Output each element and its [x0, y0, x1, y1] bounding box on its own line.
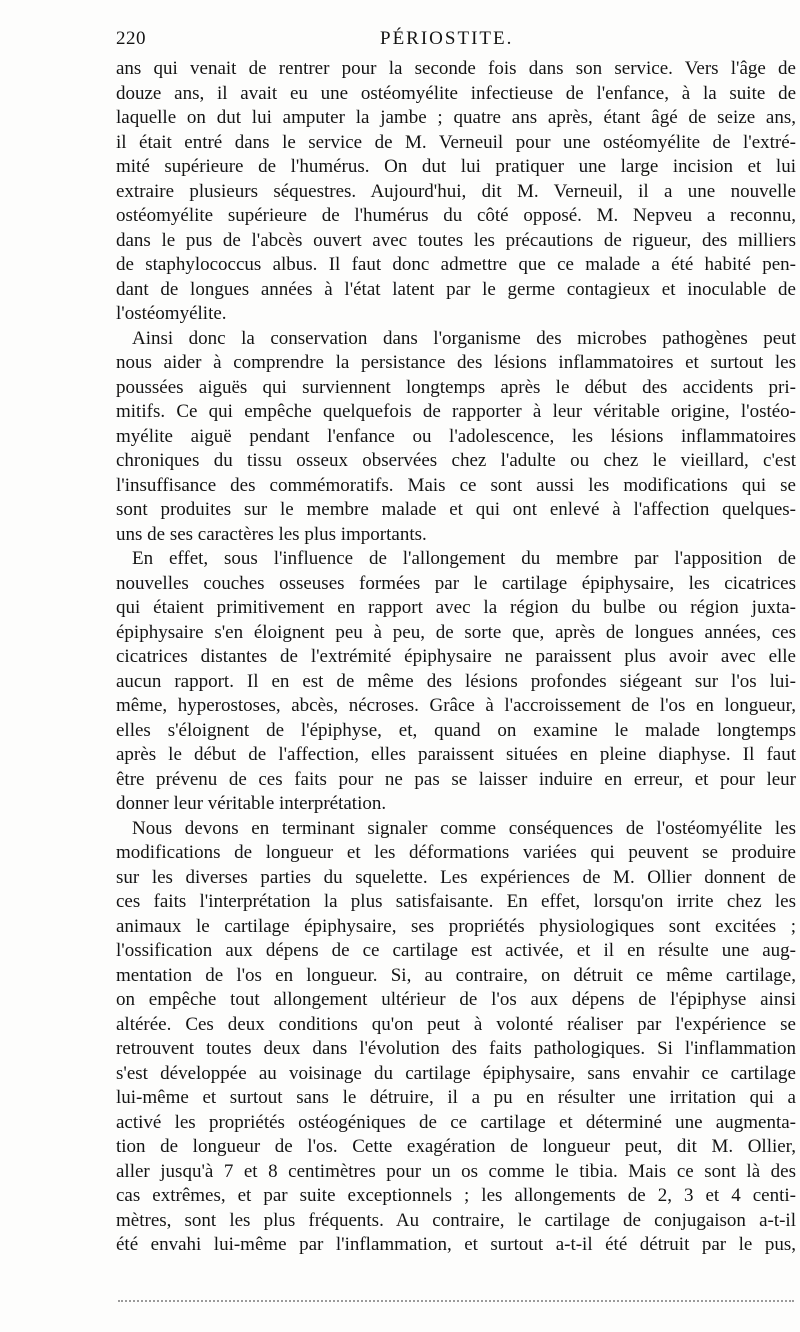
text-line: nous aider à comprendre la persistance des lésions inflammatoires et surtout les [116, 352, 796, 373]
text-line: sont produites sur le membre malade et qui ont enlevé à l'affection quelques- [116, 499, 796, 520]
text-line: l'insuffisance des commémoratifs. Mais ce sont aussi les modifications qui se [116, 474, 796, 496]
text-line: après le début de l'affection, elles paraissent situées en pleine diaphyse. Il faut [116, 744, 796, 765]
text-line: mitifs. Ce qui empêche quelquefois de rapporter à leur véritable origine, l'ostéo- [116, 401, 796, 422]
text-line: de staphylococcus albus. Il faut donc admettre que ce malade a été habité pen- [116, 254, 796, 275]
running-title: PÉRIOSTITE. [380, 28, 514, 49]
text-line: dans le pus de l'abcès ouvert avec toutes les précautions de rigueur, des milliers [116, 229, 796, 251]
paragraph-start-line: Nous devons en terminant signaler comme conséquences de l'ostéomyélite les [132, 817, 796, 839]
text-line: cicatrices distantes de l'extrémité épiphysaire ne paraissent plus avoir avec elle [116, 646, 796, 667]
text-line: épiphysaire s'en éloignent peu à peu, de sorte que, après de longues années, ces [116, 621, 796, 643]
text-line: cas extrêmes, et par suite exceptionnels ; les allongements de 2, 3 et 4 centi- [116, 1185, 796, 1206]
text-line: on empêche tout allongement ultérieur de l'os aux dépens de l'épiphyse ainsi [116, 989, 796, 1010]
page-number: 220 [116, 28, 146, 49]
paragraph-end-line: uns de ses caractères les plus importants. [116, 523, 427, 545]
text-line: mité supérieure de l'humérus. On dut lui pratiquer une large incision et lui [116, 156, 796, 177]
text-line: douze ans, il avait eu une ostéomyélite infectieuse de l'enfance, à la suite de [116, 82, 796, 104]
paragraph-start-line: Ainsi donc la conservation dans l'organisme des microbes pathogènes peut [132, 327, 796, 349]
text-line: animaux le cartilage épiphysaire, ses propriétés physiologiques sont excitées ; [116, 915, 796, 937]
text-line: laquelle on dut lui amputer la jambe ; quatre ans après, étant âgé de seize ans, [116, 107, 796, 128]
text-line: extraire plusieurs séquestres. Aujourd'hui, dit M. Verneuil, il a une nouvelle [116, 180, 796, 202]
text-line: tion de longueur de l'os. Cette exagération de longueur peut, dit M. Ollier, [116, 1136, 796, 1157]
text-line: myélite aiguë pendant l'enfance ou l'adolescence, les lésions inflammatoires [116, 425, 796, 447]
paragraph-end-line: l'ostéomyélite. [116, 303, 227, 324]
text-line: modifications de longueur et les déformations variées qui peuvent se produire [116, 842, 796, 863]
text-line: être prévenu de ces faits pour ne pas se laisser induire en erreur, et pour leur [116, 768, 796, 790]
text-line: mentation de l'os en longueur. Si, au contraire, on détruit ce même cartilage, [116, 964, 796, 986]
text-line: chroniques du tissu osseux observées chez l'adulte ou chez le vieillard, c'est [116, 450, 796, 471]
running-head [116, 24, 796, 54]
text-line: ces faits l'interprétation la plus satisfaisante. En effet, lorsqu'on irrite chez les [116, 891, 796, 912]
text-line: s'est développée au voisinage du cartilage épiphysaire, sans envahir ce cartilage [116, 1062, 796, 1084]
text-line: ostéomyélite supérieure de l'humérus du côté opposé. M. Nepveu a reconnu, [116, 205, 796, 226]
text-line: mètres, sont les plus fréquents. Au contraire, le cartilage de conjugaison a-t-il [116, 1209, 796, 1231]
text-line: lui-même et surtout sans le détruire, il a pu en résulter une irritation qui a [116, 1087, 796, 1108]
text-line: qui étaient primitivement en rapport avec la région du bulbe ou région juxta- [116, 597, 796, 618]
text-line: aller jusqu'à 7 et 8 centimètres pour un os comme le tibia. Mais ce sont là des [116, 1160, 796, 1182]
paragraph-end-line: donner leur véritable interprétation. [116, 793, 387, 814]
text-line: même, hyperostoses, abcès, nécroses. Grâce à l'accroissement de l'os en longueur, [116, 695, 796, 716]
text-line: dant de longues années à l'état latent par le germe contagieux et inoculable de [116, 278, 796, 300]
text-line: elles s'éloignent de l'épiphyse, et, quand on examine le malade longtemps [116, 719, 796, 741]
text-line: été envahi lui-même par l'inflammation, et surtout a-t-il été détruit par le pus, [116, 1234, 796, 1255]
text-line: nouvelles couches osseuses formées par le cartilage épiphysaire, les cicatrices [116, 572, 796, 594]
text-line: retrouvent toutes deux dans l'évolution des faits pathologiques. Si l'inflammation [116, 1038, 796, 1059]
paragraph-start-line: En effet, sous l'influence de l'allongement du membre par l'apposition de [132, 548, 796, 569]
footer-rule [118, 1300, 794, 1302]
body-text [116, 57, 796, 1258]
text-line: ans qui venait de rentrer pour la seconde fois dans son service. Vers l'âge de [116, 58, 796, 79]
text-line: altérée. Ces deux conditions qu'on peut à volonté réaliser par l'expérience se [116, 1013, 796, 1035]
text-line: l'ossification aux dépens de ce cartilage est activée, et il en résulte une aug- [116, 940, 796, 961]
text-line: aucun rapport. Il en est de même des lésions profondes siégeant sur l'os lui- [116, 670, 796, 692]
text-line: poussées aiguës qui surviennent longtemps après le début des accidents pri- [116, 376, 796, 398]
text-line: activé les propriétés ostéogéniques de ce cartilage et déterminé une augmenta- [116, 1111, 796, 1133]
text-line: sur les diverses parties du squelette. Les expériences de M. Ollier donnent de [116, 866, 796, 888]
text-line: il était entré dans le service de M. Verneuil pour une ostéomyélite de l'extré- [116, 131, 796, 153]
